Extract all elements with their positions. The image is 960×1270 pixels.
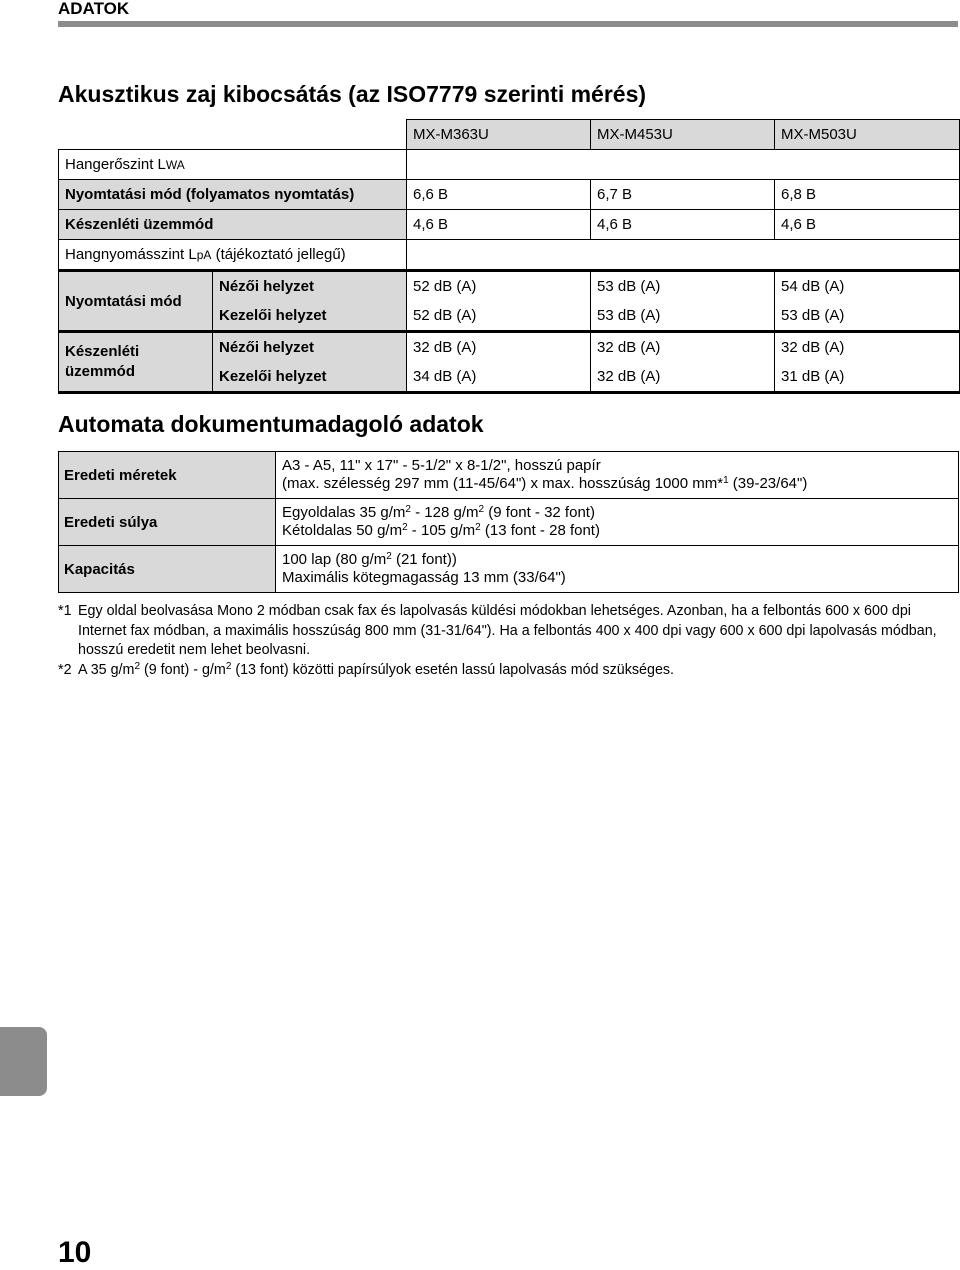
adf-row	[59, 546, 959, 593]
footnote-marker: *1	[58, 603, 72, 619]
power-level-label: Hangerőszint LWA	[59, 150, 407, 180]
pressure-level-row	[59, 240, 960, 271]
pressure-row: Kezelői helyzet 52 dB (A) 53 dB (A) 53 dB (A)	[59, 301, 960, 332]
adf-row-label: Eredeti súlya	[59, 499, 276, 546]
adf-row-label: Eredeti méretek	[59, 452, 276, 499]
adf-row-value: A3 - A5, 11" x 17" - 5-1/2" x 8-1/2", hosszú papír (max. szélesség 297 mm (11-45/64") x max. hosszúság 1000 mm*$^1$ (39-23/64")	[276, 452, 959, 499]
model-header: MX-M503U	[775, 120, 960, 150]
power-row: Készenléti üzemmód 4,6 B 4,6 B 4,6 B	[59, 210, 960, 240]
acoustic-title: Akusztikus zaj kibocsátás (az ISO7779 szerinti mérés)	[58, 81, 647, 107]
acoustic-table	[58, 119, 960, 394]
adf-row-value: 100 lap (80 $g/m^2$ (21 font)) Maximális kötegmagasság 13 mm (33/64")	[276, 546, 959, 593]
footnote-text: Egy oldal beolvasása Mono 2 módban csak fax és lapolvasás küldési módokban lehetséges. Azonban, ha a felbontás 600 x 600 dpi Internet fax módban, a maximális hosszúság 800 mm (31-31/64"). Ha a felbontás 400 x 400 dpi vagy 600 x 600 dpi lapolvasás módban, hosszú eredetit nem lehet beolvasni.	[78, 603, 937, 658]
footnote	[58, 661, 958, 681]
pressure-level-label: Hangnyomásszint LpA (tájékoztató jellegű)	[59, 240, 407, 271]
pressure-row: Nyomtatási mód Nézői helyzet 52 dB (A) 53 dB (A) 54 dB (A)	[59, 271, 960, 302]
models-header-row	[59, 120, 960, 150]
model-header: MX-M363U	[407, 120, 591, 150]
pressure-row: Kezelői helyzet 34 dB (A) 32 dB (A) 31 dB (A)	[59, 362, 960, 393]
page-number: 10	[58, 1236, 92, 1269]
adf-row-value: Egyoldalas 35 $g/m^2 - 128$ $g/m^2$ (9 font - 32 font) Kétoldalas 50 $g/m^2 - 105$ $g/m^2$ (13 font - 28 font)	[276, 499, 959, 546]
adf-title: Automata dokumentumadagoló adatok	[58, 411, 484, 437]
adf-table	[58, 451, 959, 593]
adf-row-label: Kapacitás	[59, 546, 276, 593]
footnote	[58, 602, 958, 661]
section-header: ADATOK	[58, 0, 130, 18]
side-tab-marker	[0, 1027, 47, 1096]
footnote-text: A 35 $g/m^2$ (9 font) - $g/m^2$ (13 font) közötti papírsúlyok esetén lassú lapolvasás mód szükséges.	[78, 660, 675, 678]
footnote-marker: *2	[58, 661, 72, 678]
model-header: MX-M453U	[591, 120, 775, 150]
power-row: Nyomtatási mód (folyamatos nyomtatás) 6,6 B 6,7 B 6,8 B	[59, 180, 960, 210]
adf-row	[59, 499, 959, 546]
adf-row	[59, 452, 959, 499]
pressure-row: Készenléti üzemmód Nézői helyzet 32 dB (A) 32 dB (A) 32 dB (A)	[59, 332, 960, 363]
power-level-row	[59, 150, 960, 180]
header-rule	[58, 21, 958, 27]
pressure-mode-label: Készenléti üzemmód	[59, 332, 213, 393]
pressure-mode-label: Nyomtatási mód	[59, 271, 213, 332]
footnotes	[58, 602, 958, 680]
